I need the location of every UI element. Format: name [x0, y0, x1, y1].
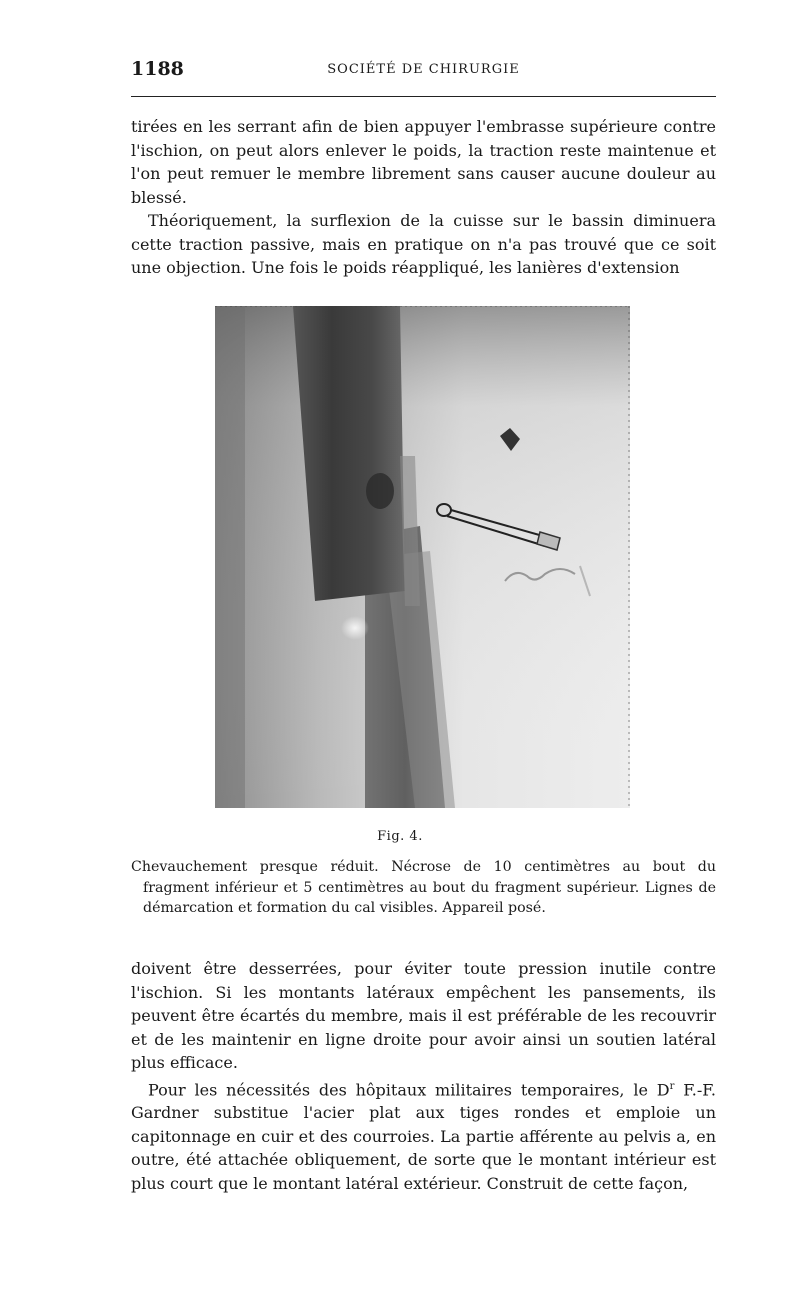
running-title: SOCIÉTÉ DE CHIRURGIE — [327, 62, 520, 77]
xray-image — [215, 306, 630, 808]
paragraph: doivent être desserrées, pour éviter toute pression inutile contre l'ischion. Si les montants latéraux empêchent les pansements, ils peuvent être écartés du membre, mais il est préférable de les recouvrir et de les maintenir en ligne droite pour avoir ainsi un soutien latéral plus efficace. — [131, 959, 716, 1072]
caption-continuation: fragment inférieur et 5 centimètres au bout du fragment supérieur. Lignes de démarcation et formation du cal visibles. Appareil posé. — [143, 879, 716, 916]
body-text-top — [131, 115, 716, 280]
page-header — [131, 56, 716, 86]
paragraph-text-end: F.-F. Gardner substitue l'acier plat aux tiges rondes et emploie un capitonnage en cuir et des courroies. La partie afférente au pelvis a, en outre, été attachée obliquement, de sorte que le montant intérieur est plus court que le montant latéral extérieur. Construit de cette façon, — [131, 1079, 716, 1193]
header-rule — [131, 96, 716, 97]
paragraph — [131, 1075, 716, 1196]
caption-line: Chevauchement presque réduit. Nécrose de 10 centimètres au bout du — [131, 859, 716, 875]
figure-caption — [131, 857, 716, 919]
page-number: 1188 — [131, 58, 184, 80]
paragraph: tirées en les serrant afin de bien appuyer l'embrasse supérieure contre l'ischion, on peut alors enlever le poids, la traction reste maintenue et l'on peut remuer le membre librement sans causer aucune douleur au blessé. — [131, 117, 716, 207]
paragraph: Théoriquement, la surflexion de la cuisse sur le bassin diminuera cette traction passive, mais en pratique on n'a pas trouvé que ce soit une objection. Une fois le poids réappliqué, les lanières d'extension — [131, 211, 716, 277]
superscript: r — [669, 1080, 675, 1092]
xray-figure — [215, 306, 630, 808]
figure-label: Fig. 4. — [377, 829, 423, 844]
body-text-bottom — [131, 957, 716, 1195]
paragraph-text-start: Pour les nécessités des hôpitaux militaires temporaires, le D — [148, 1079, 670, 1099]
